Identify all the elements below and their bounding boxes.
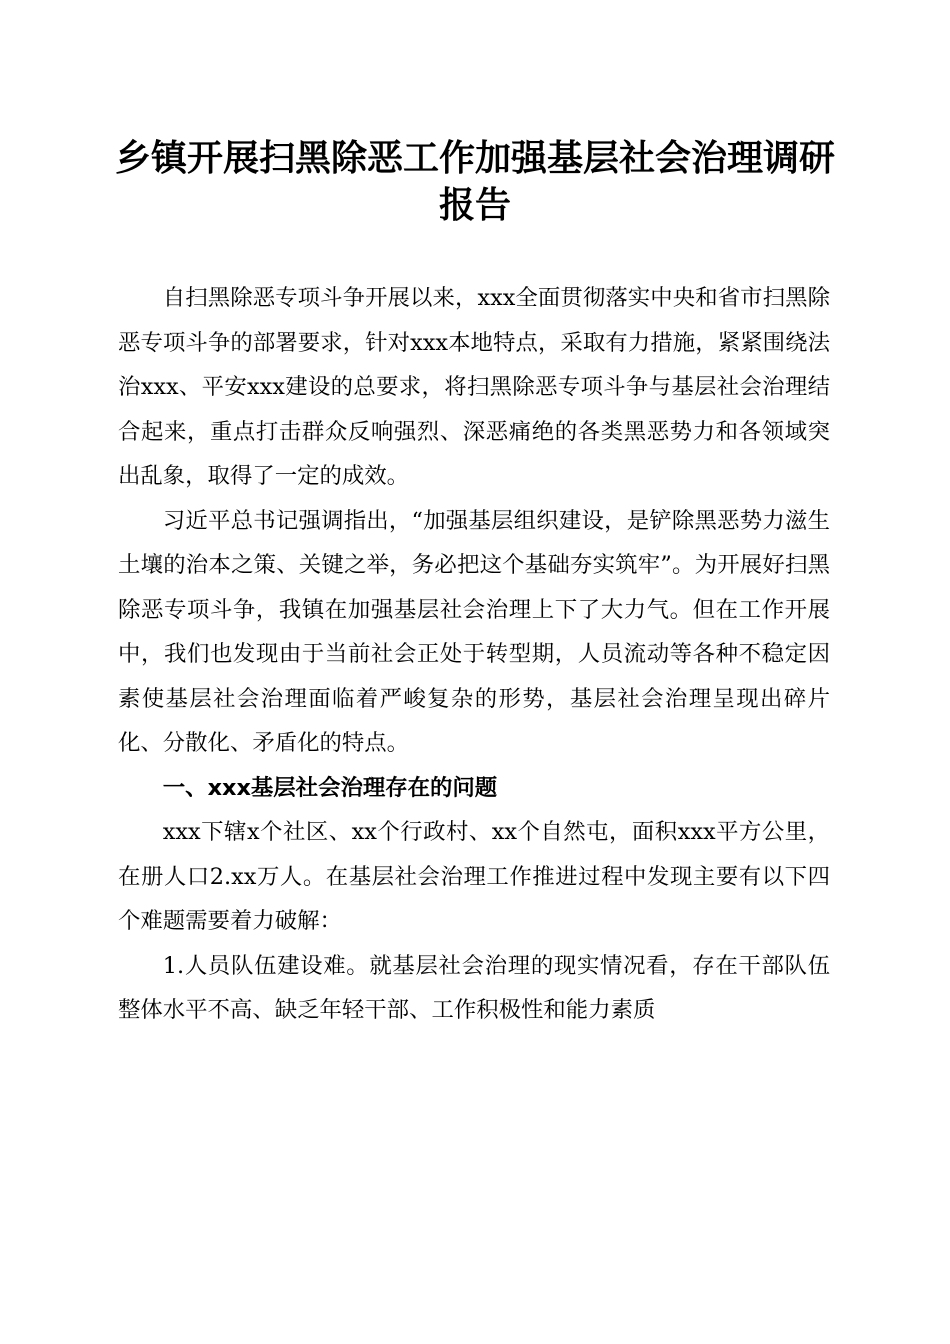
quote-paragraph: 习近平总书记强调指出，“加强基层组织建设，是铲除黑恶势力滋生土壤的治本之策、关键之举，务必把这个基础夯实筑牢”。为开展好扫黑除恶专项斗争，我镇在加强基层社会治理上下了大力气。但在工作开展中，我们也发现由于当前社会正处于转型期，人员流动等各种不稳定因素使基层社会治理面临着严峻复杂的形势，基层社会治理呈现出碎片化、分散化、矛盾化的特点。 — [118, 507, 830, 756]
document-title-line-1: 乡镇开展扫黑除恶工作加强基层社会治理调研 — [114, 137, 835, 179]
section-heading: 一、xxx基层社会治理存在的问题 — [162, 774, 498, 801]
document-body — [118, 276, 830, 1033]
intro-paragraph: 自扫黑除恶专项斗争开展以来，xxx全面贯彻落实中央和省市扫黑除恶专项斗争的部署要求，针对xxx本地特点，采取有力措施，紧紧围绕法治xxx、平安xxx建设的总要求，将扫黑除恶专项斗争与基层社会治理结合起来，重点打击群众反响强烈、深恶痛绝的各类黑恶势力和各领域突出乱象，取得了一定的成效。 — [118, 285, 830, 489]
overview-paragraph: xxx下辖x个社区、xx个行政村、xx个自然屯，面积xxx平方公里，在册人口2.xx万人。在基层社会治理工作推进过程中发现主要有以下四个难题需要着力破解： — [118, 819, 830, 934]
document-title-line-2: 报告 — [438, 184, 511, 226]
problem-1-paragraph: 1.人员队伍建设难。就基层社会治理的现实情况看，存在干部队伍整体水平不高、缺乏年轻干部、工作积极性和能力素质 — [118, 952, 830, 1023]
